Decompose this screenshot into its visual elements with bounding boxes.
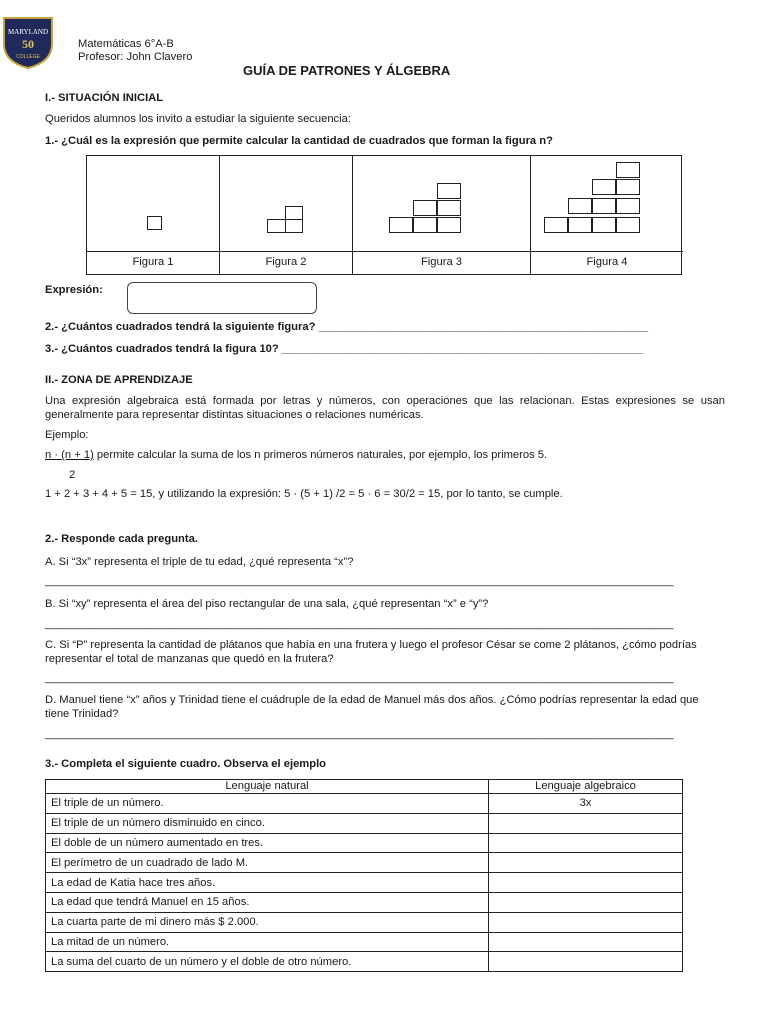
square bbox=[616, 162, 640, 178]
square bbox=[267, 219, 286, 233]
algebraic-language-cell[interactable] bbox=[489, 952, 683, 972]
question-3: 3.- ¿Cuántos cuadrados tendrá la figura 10? __________________________________________________________ bbox=[45, 343, 643, 355]
table-row bbox=[46, 853, 683, 873]
table-row bbox=[46, 813, 683, 833]
square bbox=[413, 200, 437, 216]
figure-cell-3 bbox=[353, 156, 531, 274]
table-row bbox=[46, 932, 683, 952]
figure-caption: Figura 3 bbox=[353, 251, 530, 274]
table-row bbox=[46, 794, 683, 814]
algebraic-language-cell[interactable] bbox=[489, 853, 683, 873]
question-2: 2.- ¿Cuántos cuadrados tendrá la siguiente figura? _____________________________________________________ bbox=[45, 321, 649, 333]
svg-text:50: 50 bbox=[22, 37, 34, 51]
algebraic-language-cell[interactable] bbox=[489, 932, 683, 952]
natural-language-cell: El triple de un número disminuido en cinco. bbox=[46, 813, 489, 833]
question-1: 1.- ¿Cuál es la expresión que permite calcular la cantidad de cuadrados que forman la figura n? bbox=[45, 135, 553, 147]
natural-language-cell: El doble de un número aumentado en tres. bbox=[46, 833, 489, 853]
sum-example: 1 + 2 + 3 + 4 + 5 = 15, y utilizando la expresión: 5 · (5 + 1) /2 = 5 · 6 = 30/2 = 15, por lo tanto, se cumple. bbox=[45, 488, 563, 500]
answer-line-a[interactable]: _____________________________________________________________________________________________________ bbox=[45, 575, 674, 587]
square bbox=[616, 217, 640, 233]
svg-text:COLLEGE: COLLEGE bbox=[16, 54, 40, 60]
formula-denominator: 2 bbox=[69, 469, 76, 481]
square bbox=[437, 200, 461, 216]
square bbox=[437, 217, 461, 233]
figure-cell-2 bbox=[220, 156, 353, 274]
section2-heading: II.- ZONA DE APRENDIZAJE bbox=[45, 374, 193, 386]
square bbox=[437, 183, 461, 199]
teacher-label: Profesor: John Clavero bbox=[78, 51, 193, 63]
square bbox=[285, 219, 303, 233]
formula-line bbox=[45, 448, 547, 462]
natural-language-cell: El perímetro de un cuadrado de lado M. bbox=[46, 853, 489, 873]
figure-cell-1 bbox=[87, 156, 220, 274]
answer-line-d[interactable]: _____________________________________________________________________________________________________ bbox=[45, 728, 674, 740]
square bbox=[592, 217, 616, 233]
answer-line-b[interactable]: _____________________________________________________________________________________________________ bbox=[45, 618, 674, 630]
natural-language-cell: La edad de Katia hace tres años. bbox=[46, 873, 489, 893]
question-c: C. Si “P” representa la cantidad de plátanos que había en una frutera y luego el profesor César se come 2 plátanos, ¿cómo podrías representar el total de manzanas que quedó en la frutera? bbox=[45, 639, 697, 665]
algebraic-language-cell[interactable] bbox=[489, 912, 683, 932]
square bbox=[616, 198, 640, 214]
section1-intro: Queridos alumnos los invito a estudiar la siguiente secuencia: bbox=[45, 113, 351, 125]
square bbox=[592, 198, 616, 214]
course-label: Matemáticas 6°A-B bbox=[78, 38, 174, 50]
table-row bbox=[46, 952, 683, 972]
svg-text:MARYLAND: MARYLAND bbox=[7, 28, 49, 36]
table-row bbox=[46, 912, 683, 932]
natural-language-cell: La cuarta parte de mi dinero más $ 2.000. bbox=[46, 912, 489, 932]
section2-paragraph: Una expresión algebraica está formada por letras y números, con operaciones que las relacionan. Estas expresiones se usan generalmente para representar distintas situaciones o relaciones numéricas. bbox=[45, 395, 725, 421]
table-row bbox=[46, 873, 683, 893]
algebraic-language-cell[interactable]: 3x bbox=[489, 794, 683, 814]
square bbox=[147, 216, 162, 230]
table-header-row bbox=[46, 780, 683, 794]
figure-cell-4 bbox=[531, 156, 683, 274]
school-logo bbox=[0, 14, 56, 70]
algebraic-language-cell[interactable] bbox=[489, 813, 683, 833]
figure-table bbox=[86, 155, 682, 275]
section1-heading: I.- SITUACIÓN INICIAL bbox=[45, 92, 164, 104]
formula-text: permite calcular la suma de los n primeros números naturales, por ejemplo, los primeros 5. bbox=[93, 449, 548, 461]
square bbox=[568, 198, 592, 214]
expression-label: Expresión: bbox=[45, 284, 103, 296]
translation-table bbox=[45, 779, 683, 972]
square bbox=[285, 206, 303, 220]
square bbox=[389, 217, 413, 233]
table-heading: 3.- Completa el siguiente cuadro. Observa el ejemplo bbox=[45, 758, 327, 770]
algebraic-language-cell[interactable] bbox=[489, 873, 683, 893]
figure-caption: Figura 2 bbox=[220, 251, 352, 274]
natural-language-cell: El triple de un número. bbox=[46, 794, 489, 814]
algebraic-language-cell[interactable] bbox=[489, 892, 683, 912]
question-d: D. Manuel tiene “x” años y Trinidad tiene el cuádruple de la edad de Manuel más dos años. ¿Cómo podrías representar la edad que tiene Trinidad? bbox=[45, 694, 699, 720]
expression-answer-box[interactable] bbox=[127, 282, 317, 314]
natural-language-cell: La edad que tendrá Manuel en 15 años. bbox=[46, 892, 489, 912]
question-b: B. Si “xy” representa el área del piso rectangular de una sala, ¿qué representan “x” e “y”? bbox=[45, 598, 489, 610]
example-label: Ejemplo: bbox=[45, 429, 89, 441]
natural-language-cell: La suma del cuarto de un número y el doble de otro número. bbox=[46, 952, 489, 972]
questions-heading: 2.- Responde cada pregunta. bbox=[45, 533, 198, 545]
page-title: GUÍA DE PATRONES Y ÁLGEBRA bbox=[243, 63, 451, 78]
natural-language-cell: La mitad de un número. bbox=[46, 932, 489, 952]
figure-caption: Figura 1 bbox=[87, 251, 219, 274]
formula-numerator: n · (n + 1) bbox=[45, 449, 94, 461]
figure-caption: Figura 4 bbox=[531, 251, 683, 274]
table-row bbox=[46, 833, 683, 853]
square bbox=[544, 217, 568, 233]
square bbox=[568, 217, 592, 233]
table-row bbox=[46, 892, 683, 912]
square bbox=[592, 179, 616, 195]
algebraic-language-cell[interactable] bbox=[489, 833, 683, 853]
square bbox=[616, 179, 640, 195]
question-a: A. Si “3x” representa el triple de tu edad, ¿qué representa “x”? bbox=[45, 556, 354, 568]
square bbox=[413, 217, 437, 233]
column-header-algebraic: Lenguaje algebraico bbox=[489, 780, 683, 794]
column-header-natural: Lenguaje natural bbox=[46, 780, 489, 794]
answer-line-c[interactable]: _____________________________________________________________________________________________________ bbox=[45, 672, 674, 684]
